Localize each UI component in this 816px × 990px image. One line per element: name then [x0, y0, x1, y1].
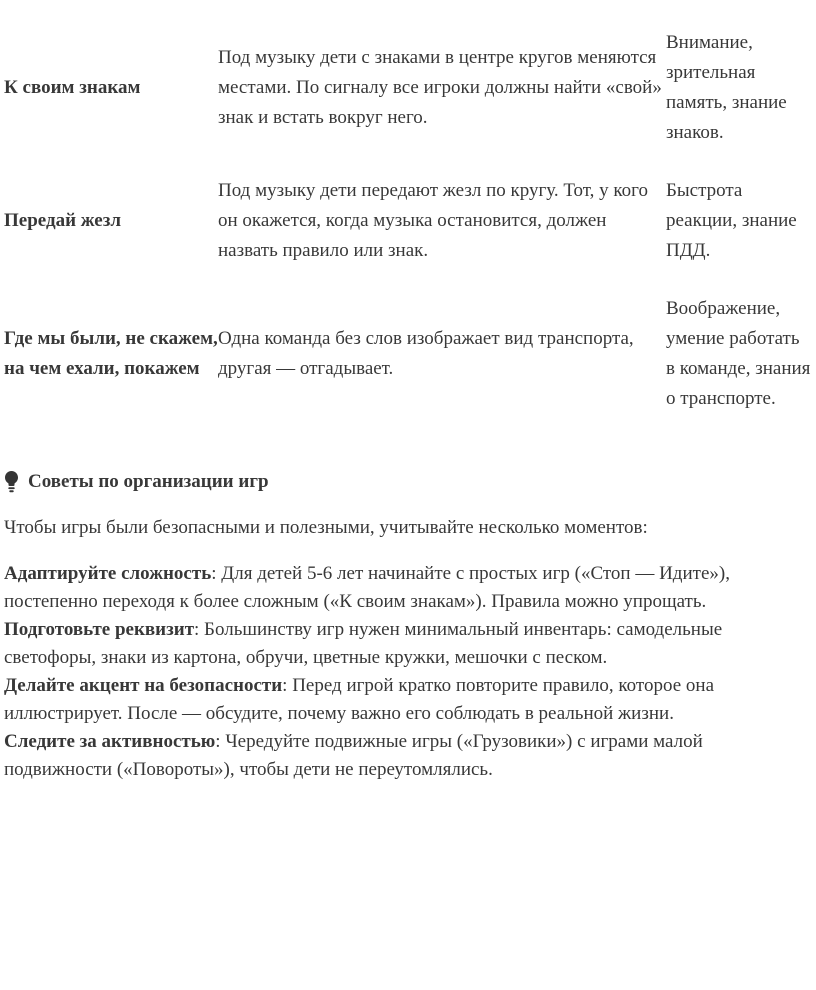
- game-description-cell: Под музыку дети с знаками в центре кругов меняются местами. По сигналу все игроки должны найти «свой» знак и встать вокруг него.: [218, 47, 662, 128]
- game-description-cell: Одна команда без слов изображает вид транспорта, другая — отгадывает.: [218, 328, 634, 379]
- tip-item: [4, 728, 812, 784]
- game-name-cell: Передай жезл: [4, 210, 122, 231]
- table-row: [4, 162, 812, 280]
- game-description-cell: Под музыку дети передают жезл по кругу. Тот, у кого он окажется, когда музыка остановится, должен назвать правило или знак.: [218, 180, 649, 261]
- game-skills-cell: Воображение, умение работать в команде, знания о транспорте.: [666, 298, 811, 409]
- game-skills-cell: Внимание, зрительная память, знание знаков.: [666, 32, 787, 143]
- tip-item: [4, 672, 812, 728]
- tip-text: : Большинству игр нужен минимальный инвентарь: самодельные светофоры, знаки из картона, обручи, цветные кружки, мешочки с песком.: [4, 619, 723, 668]
- tips-heading-label: Советы по организации игр: [28, 471, 269, 492]
- tips-section-heading: [4, 468, 812, 496]
- tip-lead: Делайте акцент на безопасности: [4, 675, 283, 696]
- game-name-cell: К своим знакам: [4, 77, 141, 98]
- tips-intro: Чтобы игры были безопасными и полезными, учитывайте несколько моментов:: [4, 517, 648, 538]
- game-skills-cell: Быстрота реакции, знание ПДД.: [666, 180, 797, 261]
- tip-text: : Перед игрой кратко повторите правило, которое она иллюстрирует. После — обсудите, почему важно его соблюдать в реальной жизни.: [4, 675, 715, 724]
- tip-text: : Для детей 5-6 лет начинайте с простых игр («Стоп — Идите»), постепенно переходя к более сложным («К своим знакам»). Правила можно упрощать.: [4, 563, 730, 612]
- lightbulb-icon: [4, 471, 19, 493]
- game-name-cell: Где мы были, не скажем, на чем ехали, покажем: [4, 328, 218, 379]
- tip-lead: Подготовьте реквизит: [4, 619, 195, 640]
- games-table: [4, 14, 812, 428]
- tip-lead: Следите за активностью: [4, 731, 216, 752]
- tip-item: [4, 560, 812, 616]
- tip-item: [4, 616, 812, 672]
- table-row: [4, 280, 812, 428]
- table-row: [4, 14, 812, 162]
- tip-text: : Чередуйте подвижные игры («Грузовики») с играми малой подвижности («Повороты»), чтобы дети не переутомлялись.: [4, 731, 703, 780]
- tip-lead: Адаптируйте сложность: [4, 563, 212, 584]
